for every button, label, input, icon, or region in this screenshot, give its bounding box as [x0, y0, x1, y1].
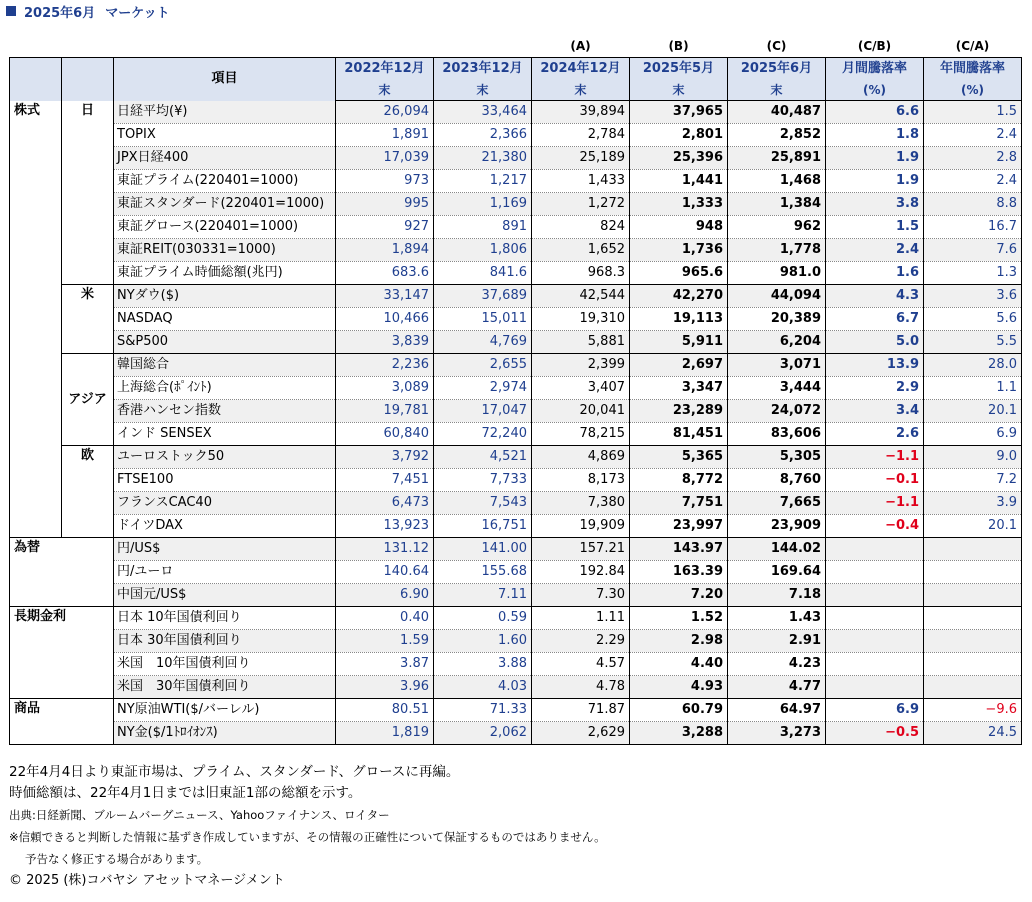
value-2024: 2.29 — [532, 630, 630, 653]
value-2022: 3,089 — [336, 377, 434, 400]
yearly-change: 16.7 — [924, 216, 1022, 239]
value-2023: 2,974 — [434, 377, 532, 400]
value-2025-06: 1.43 — [728, 607, 826, 630]
value-2024: 2,629 — [532, 722, 630, 745]
yearly-change — [924, 653, 1022, 676]
header-2022: 2022年12月 — [336, 58, 434, 80]
subgroup-label: 日 — [62, 101, 114, 285]
table-row — [10, 607, 1022, 630]
row-label: ユーロストック50 — [114, 446, 336, 469]
value-2023: 1,169 — [434, 193, 532, 216]
value-2024: 25,189 — [532, 147, 630, 170]
row-label: FTSE100 — [114, 469, 336, 492]
yearly-change: 2.4 — [924, 124, 1022, 147]
row-label: 日本 10年国債利回り — [114, 607, 336, 630]
value-2024: 19,909 — [532, 515, 630, 538]
table-row — [10, 722, 1022, 745]
table-row — [10, 147, 1022, 170]
yearly-change: 9.0 — [924, 446, 1022, 469]
value-2024: 20,041 — [532, 400, 630, 423]
value-2025-05: 5,365 — [630, 446, 728, 469]
value-2023: 1,806 — [434, 239, 532, 262]
value-2025-06: 2.91 — [728, 630, 826, 653]
value-2022: 3.96 — [336, 676, 434, 699]
monthly-change — [826, 653, 924, 676]
page-title — [6, 2, 170, 20]
table-row — [10, 515, 1022, 538]
value-2024: 824 — [532, 216, 630, 239]
table-row — [10, 193, 1022, 216]
yearly-change: 20.1 — [924, 400, 1022, 423]
yearly-change: 2.8 — [924, 147, 1022, 170]
value-2025-05: 163.39 — [630, 561, 728, 584]
value-2025-06: 40,487 — [728, 101, 826, 124]
value-2025-05: 1,441 — [630, 170, 728, 193]
value-2023: 72,240 — [434, 423, 532, 446]
group-label: 株式 — [10, 101, 62, 538]
value-2025-06: 44,094 — [728, 285, 826, 308]
value-2022: 140.64 — [336, 561, 434, 584]
row-label: NASDAQ — [114, 308, 336, 331]
monthly-change: −1.1 — [826, 492, 924, 515]
value-2023: 841.6 — [434, 262, 532, 285]
value-2025-06: 981.0 — [728, 262, 826, 285]
value-2025-05: 3,347 — [630, 377, 728, 400]
value-2025-06: 3,071 — [728, 354, 826, 377]
monthly-change — [826, 561, 924, 584]
table-row — [10, 124, 1022, 147]
row-label: インド SENSEX — [114, 423, 336, 446]
row-label: JPX日経400 — [114, 147, 336, 170]
value-2022: 2,236 — [336, 354, 434, 377]
value-2023: 15,011 — [434, 308, 532, 331]
value-2023: 2,655 — [434, 354, 532, 377]
row-label: 東証スタンダード(220401=1000) — [114, 193, 336, 216]
yearly-change: 5.6 — [924, 308, 1022, 331]
note-source: 出典:日経新聞、ブルームバーグニュース、Yahooファイナンス、ロイター — [9, 808, 390, 822]
value-2022: 0.40 — [336, 607, 434, 630]
table-row — [10, 308, 1022, 331]
table-row — [10, 492, 1022, 515]
value-2025-05: 1,736 — [630, 239, 728, 262]
header-2025-05-suffix: 末 — [630, 79, 728, 101]
row-label: 中国元/US$ — [114, 584, 336, 607]
value-2025-05: 1.52 — [630, 607, 728, 630]
value-2022: 3,792 — [336, 446, 434, 469]
value-2025-06: 1,778 — [728, 239, 826, 262]
value-2025-06: 64.97 — [728, 699, 826, 722]
monthly-change: 6.6 — [826, 101, 924, 124]
value-2025-06: 5,305 — [728, 446, 826, 469]
value-2025-06: 7,665 — [728, 492, 826, 515]
monthly-change — [826, 538, 924, 561]
table-row — [10, 354, 1022, 377]
value-2024: 4.57 — [532, 653, 630, 676]
table-row — [10, 331, 1022, 354]
value-2025-06: 24,072 — [728, 400, 826, 423]
value-2024: 2,399 — [532, 354, 630, 377]
title-date: 2025年6月 — [24, 5, 96, 21]
value-2025-05: 965.6 — [630, 262, 728, 285]
title-text: マーケット — [105, 5, 170, 21]
market-table-body — [10, 35, 1022, 745]
notes-section — [9, 762, 606, 891]
value-2025-05: 8,772 — [630, 469, 728, 492]
value-2025-05: 23,997 — [630, 515, 728, 538]
row-label: 東証プライム(220401=1000) — [114, 170, 336, 193]
table-row — [10, 170, 1022, 193]
monthly-change: −0.4 — [826, 515, 924, 538]
value-2024: 968.3 — [532, 262, 630, 285]
table-row — [10, 584, 1022, 607]
value-2024: 4,869 — [532, 446, 630, 469]
table-row — [10, 262, 1022, 285]
header-2022-suffix: 末 — [336, 79, 434, 101]
value-2024: 7,380 — [532, 492, 630, 515]
value-2024: 39,894 — [532, 101, 630, 124]
value-2023: 4.03 — [434, 676, 532, 699]
value-2023: 1,217 — [434, 170, 532, 193]
table-row — [10, 561, 1022, 584]
value-2022: 1,891 — [336, 124, 434, 147]
value-2025-06: 2,852 — [728, 124, 826, 147]
monthly-change: 5.0 — [826, 331, 924, 354]
monthly-change: 1.8 — [826, 124, 924, 147]
value-2025-05: 60.79 — [630, 699, 728, 722]
value-2022: 6,473 — [336, 492, 434, 515]
header-group-cell — [10, 58, 62, 101]
value-2022: 1,894 — [336, 239, 434, 262]
value-2025-05: 37,965 — [630, 101, 728, 124]
monthly-change: −0.1 — [826, 469, 924, 492]
monthly-change: 6.7 — [826, 308, 924, 331]
row-label: 東証REIT(030331=1000) — [114, 239, 336, 262]
value-2024: 5,881 — [532, 331, 630, 354]
value-2022: 131.12 — [336, 538, 434, 561]
value-2024: 71.87 — [532, 699, 630, 722]
value-2025-06: 3,444 — [728, 377, 826, 400]
value-2024: 3,407 — [532, 377, 630, 400]
value-2023: 37,689 — [434, 285, 532, 308]
value-2025-05: 1,333 — [630, 193, 728, 216]
value-2025-06: 1,384 — [728, 193, 826, 216]
monthly-change — [826, 630, 924, 653]
value-2025-06: 25,891 — [728, 147, 826, 170]
value-2025-06: 8,760 — [728, 469, 826, 492]
value-2025-05: 948 — [630, 216, 728, 239]
group-label: 為替 — [10, 538, 114, 607]
value-2022: 995 — [336, 193, 434, 216]
value-2022: 7,451 — [336, 469, 434, 492]
value-2024: 1,272 — [532, 193, 630, 216]
monthly-change: 13.9 — [826, 354, 924, 377]
monthly-change: 6.9 — [826, 699, 924, 722]
row-label: 米国 30年国債利回り — [114, 676, 336, 699]
table-row — [10, 377, 1022, 400]
value-2024: 1,433 — [532, 170, 630, 193]
value-2022: 19,781 — [336, 400, 434, 423]
value-2022: 973 — [336, 170, 434, 193]
value-2023: 7.11 — [434, 584, 532, 607]
monthly-change — [826, 607, 924, 630]
value-2023: 3.88 — [434, 653, 532, 676]
table-row — [10, 285, 1022, 308]
monthly-change — [826, 676, 924, 699]
value-2022: 10,466 — [336, 308, 434, 331]
value-2025-06: 83,606 — [728, 423, 826, 446]
value-2023: 891 — [434, 216, 532, 239]
yearly-change: 1.5 — [924, 101, 1022, 124]
subgroup-label: 欧 — [62, 446, 114, 538]
monthly-change: −1.1 — [826, 446, 924, 469]
table-row — [10, 469, 1022, 492]
value-2025-05: 2.98 — [630, 630, 728, 653]
value-2023: 4,769 — [434, 331, 532, 354]
value-2022: 1,819 — [336, 722, 434, 745]
group-label: 長期金利 — [10, 607, 114, 699]
value-2025-05: 81,451 — [630, 423, 728, 446]
value-2023: 4,521 — [434, 446, 532, 469]
value-2025-06: 7.18 — [728, 584, 826, 607]
letter-ca: (C/A) — [955, 39, 990, 53]
yearly-change — [924, 676, 1022, 699]
yearly-change: −9.6 — [924, 699, 1022, 722]
value-2025-05: 5,911 — [630, 331, 728, 354]
value-2025-05: 19,113 — [630, 308, 728, 331]
value-2024: 4.78 — [532, 676, 630, 699]
monthly-change: 4.3 — [826, 285, 924, 308]
monthly-change: 2.6 — [826, 423, 924, 446]
value-2024: 19,310 — [532, 308, 630, 331]
monthly-change: −0.5 — [826, 722, 924, 745]
yearly-change — [924, 630, 1022, 653]
value-2023: 17,047 — [434, 400, 532, 423]
value-2024: 1.11 — [532, 607, 630, 630]
yearly-change: 8.8 — [924, 193, 1022, 216]
row-label: 香港ハンセン指数 — [114, 400, 336, 423]
row-label: 東証グロース(220401=1000) — [114, 216, 336, 239]
value-2025-05: 2,697 — [630, 354, 728, 377]
monthly-change: 1.5 — [826, 216, 924, 239]
letter-c: (C) — [766, 39, 787, 53]
header-2024-suffix: 末 — [532, 79, 630, 101]
value-2025-05: 2,801 — [630, 124, 728, 147]
row-label: 日本 30年国債利回り — [114, 630, 336, 653]
value-2023: 141.00 — [434, 538, 532, 561]
value-2024: 78,215 — [532, 423, 630, 446]
value-2025-05: 3,288 — [630, 722, 728, 745]
value-2025-06: 962 — [728, 216, 826, 239]
header-subgroup-cell — [62, 58, 114, 101]
value-2022: 6.90 — [336, 584, 434, 607]
header-2025-06-suffix: 末 — [728, 79, 826, 101]
header-yearly-unit: (%) — [924, 79, 1022, 101]
note-market-cap: 時価総額は、22年4月1日までは旧東証1部の総額を示す。 — [9, 785, 362, 801]
row-label: フランスCAC40 — [114, 492, 336, 515]
header-item-label: 項目 — [114, 58, 336, 101]
value-2023: 0.59 — [434, 607, 532, 630]
row-label: S&P500 — [114, 331, 336, 354]
value-2023: 155.68 — [434, 561, 532, 584]
row-label: ドイツDAX — [114, 515, 336, 538]
subgroup-label: アジア — [62, 354, 114, 446]
value-2025-06: 1,468 — [728, 170, 826, 193]
table-row — [10, 446, 1022, 469]
value-2022: 33,147 — [336, 285, 434, 308]
value-2023: 33,464 — [434, 101, 532, 124]
row-label: 日経平均(¥) — [114, 101, 336, 124]
value-2023: 16,751 — [434, 515, 532, 538]
value-2022: 17,039 — [336, 147, 434, 170]
value-2024: 42,544 — [532, 285, 630, 308]
market-table — [9, 35, 1022, 745]
value-2025-06: 4.77 — [728, 676, 826, 699]
yearly-change — [924, 607, 1022, 630]
value-2025-05: 7,751 — [630, 492, 728, 515]
monthly-change: 3.8 — [826, 193, 924, 216]
header-monthly-unit: (%) — [826, 79, 924, 101]
yearly-change — [924, 584, 1022, 607]
monthly-change: 1.9 — [826, 170, 924, 193]
yearly-change: 24.5 — [924, 722, 1022, 745]
yearly-change: 5.5 — [924, 331, 1022, 354]
row-label: 東証プライム時価総額(兆円) — [114, 262, 336, 285]
value-2022: 3,839 — [336, 331, 434, 354]
header-monthly-change: 月間騰落率 — [826, 58, 924, 80]
row-label: 米国 10年国債利回り — [114, 653, 336, 676]
header-2025-05: 2025年5月 — [630, 58, 728, 80]
table-row — [10, 423, 1022, 446]
letter-cb: (C/B) — [857, 39, 892, 53]
table-row — [10, 676, 1022, 699]
value-2024: 157.21 — [532, 538, 630, 561]
value-2022: 927 — [336, 216, 434, 239]
value-2022: 1.59 — [336, 630, 434, 653]
value-2022: 80.51 — [336, 699, 434, 722]
value-2023: 2,366 — [434, 124, 532, 147]
value-2025-05: 143.97 — [630, 538, 728, 561]
monthly-change: 1.9 — [826, 147, 924, 170]
row-label: 韓国総合 — [114, 354, 336, 377]
value-2024: 1,652 — [532, 239, 630, 262]
monthly-change: 1.6 — [826, 262, 924, 285]
value-2024: 192.84 — [532, 561, 630, 584]
value-2024: 2,784 — [532, 124, 630, 147]
row-label: NY原油WTI($/バーレル) — [114, 699, 336, 722]
row-label: NYダウ($) — [114, 285, 336, 308]
monthly-change: 2.9 — [826, 377, 924, 400]
table-row — [10, 101, 1022, 124]
value-2024: 8,173 — [532, 469, 630, 492]
value-2025-06: 4.23 — [728, 653, 826, 676]
yearly-change: 7.2 — [924, 469, 1022, 492]
yearly-change: 1.3 — [924, 262, 1022, 285]
value-2022: 3.87 — [336, 653, 434, 676]
value-2022: 60,840 — [336, 423, 434, 446]
value-2022: 683.6 — [336, 262, 434, 285]
yearly-change: 20.1 — [924, 515, 1022, 538]
yearly-change: 6.9 — [924, 423, 1022, 446]
table-row — [10, 538, 1022, 561]
value-2023: 7,733 — [434, 469, 532, 492]
value-2025-05: 23,289 — [630, 400, 728, 423]
column-letter-row — [10, 35, 1022, 58]
yearly-change: 3.6 — [924, 285, 1022, 308]
table-row — [10, 216, 1022, 239]
header-yearly-change: 年間騰落率 — [924, 58, 1022, 80]
monthly-change — [826, 584, 924, 607]
letter-a: (A) — [570, 39, 591, 53]
value-2025-06: 20,389 — [728, 308, 826, 331]
row-label: 円/US$ — [114, 538, 336, 561]
note-market-reorg: 22年4月4日より東証市場は、プライム、スタンダード、グロースに再編。 — [9, 764, 460, 780]
letter-b: (B) — [668, 39, 689, 53]
value-2025-06: 3,273 — [728, 722, 826, 745]
header-row-1 — [10, 58, 1022, 80]
copyright: © 2025 (株)コバヤシ アセットマネージメント — [9, 873, 285, 888]
value-2025-06: 6,204 — [728, 331, 826, 354]
value-2025-05: 25,396 — [630, 147, 728, 170]
yearly-change: 28.0 — [924, 354, 1022, 377]
value-2022: 26,094 — [336, 101, 434, 124]
value-2025-05: 4.40 — [630, 653, 728, 676]
header-2023-suffix: 末 — [434, 79, 532, 101]
monthly-change: 2.4 — [826, 239, 924, 262]
note-disclaimer: ※信頼できると判断した情報に基ずき作成していますが、その情報の正確性について保証するものではありません。 — [9, 830, 606, 844]
value-2022: 13,923 — [336, 515, 434, 538]
value-2023: 71.33 — [434, 699, 532, 722]
row-label: TOPIX — [114, 124, 336, 147]
yearly-change: 2.4 — [924, 170, 1022, 193]
yearly-change: 1.1 — [924, 377, 1022, 400]
value-2025-05: 4.93 — [630, 676, 728, 699]
table-row — [10, 699, 1022, 722]
value-2023: 1.60 — [434, 630, 532, 653]
value-2025-06: 144.02 — [728, 538, 826, 561]
header-2024: 2024年12月 — [532, 58, 630, 80]
value-2023: 21,380 — [434, 147, 532, 170]
value-2025-06: 169.64 — [728, 561, 826, 584]
subgroup-label: 米 — [62, 285, 114, 354]
yearly-change: 3.9 — [924, 492, 1022, 515]
value-2023: 7,543 — [434, 492, 532, 515]
header-2023: 2023年12月 — [434, 58, 532, 80]
row-label: 上海総合(ﾎﾟｲﾝﾄ) — [114, 377, 336, 400]
yearly-change — [924, 538, 1022, 561]
yearly-change — [924, 561, 1022, 584]
value-2023: 2,062 — [434, 722, 532, 745]
note-revision: 予告なく修正する場合があります。 — [25, 852, 209, 866]
row-label: 円/ユーロ — [114, 561, 336, 584]
yearly-change: 7.6 — [924, 239, 1022, 262]
table-row — [10, 239, 1022, 262]
table-row — [10, 653, 1022, 676]
value-2025-05: 7.20 — [630, 584, 728, 607]
row-label: NY金($/1ﾄﾛｲｵﾝｽ) — [114, 722, 336, 745]
value-2025-05: 42,270 — [630, 285, 728, 308]
title-square-icon — [6, 6, 16, 16]
value-2024: 7.30 — [532, 584, 630, 607]
value-2025-06: 23,909 — [728, 515, 826, 538]
table-row — [10, 630, 1022, 653]
table-row — [10, 400, 1022, 423]
header-2025-06: 2025年6月 — [728, 58, 826, 80]
group-label: 商品 — [10, 699, 114, 745]
monthly-change: 3.4 — [826, 400, 924, 423]
